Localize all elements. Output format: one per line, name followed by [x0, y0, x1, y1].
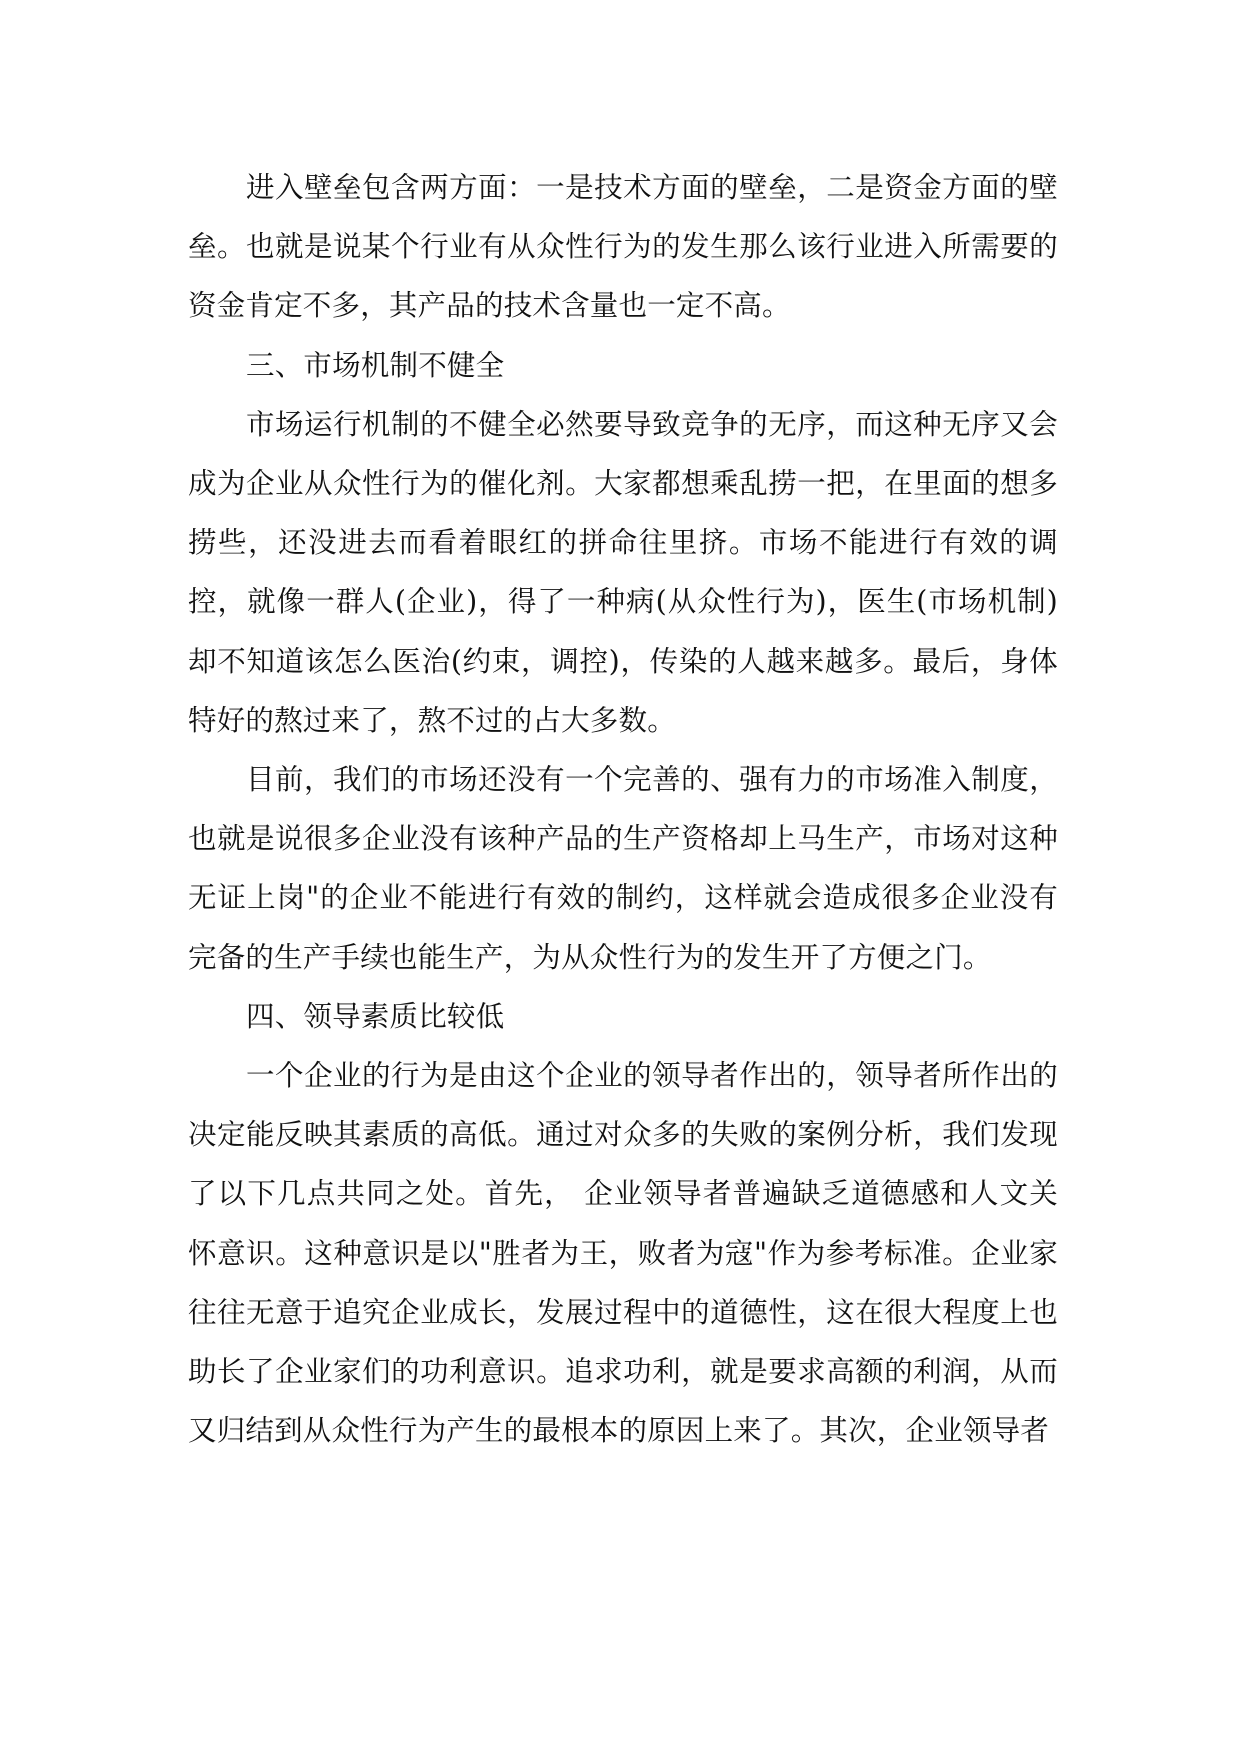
- section-heading-market-mechanism: 三、市场机制不健全: [246, 348, 505, 382]
- section-heading-leadership: 四、领导素质比较低: [246, 999, 505, 1033]
- paragraph-leadership: 一个企业的行为是由这个企业的领导者作出的，领导者所作出的决定能反映其素质的高低。通过对众多的失败的案例分析，我们发现了以下几点共同之处。首先， 企业领导者普遍缺乏道德感和人文关怀意识。这种意识是以"胜者为王，败者为寇"作为参考标准。企业家往往无意于追究企业成长，发展过程中的道德性，这在很大程度上也助长了企业家们的功利意识。追求功利，就是要求高额的利润，从而又归结到从众性行为产生的最根本的原因上来了。其次，企业领导者: [188, 1059, 1058, 1448]
- paragraph-market-access: 目前，我们的市场还没有一个完善的、强有力的市场准入制度，也就是说很多企业没有该种产品的生产资格却上马生产，市场对这种无证上岗"的企业不能进行有效的制约，这样就会造成很多企业没有完备的生产手续也能生产，为从众性行为的发生开了方便之门。: [188, 763, 1058, 974]
- document-body: [188, 158, 1058, 1460]
- paragraph-entry-barriers: 进入壁垒包含两方面：一是技术方面的壁垒，二是资金方面的壁垒。也就是说某个行业有从众性行为的发生那么该行业进入所需要的资金肯定不多，其产品的技术含量也一定不高。: [188, 171, 1058, 323]
- paragraph-market-mechanism: 市场运行机制的不健全必然要导致竞争的无序，而这种无序又会成为企业从众性行为的催化剂。大家都想乘乱捞一把，在里面的想多捞些，还没进去而看着眼红的拼命往里挤。市场不能进行有效的调控，就像一群人(企业)，得了一种病(从众性行为)，医生(市场机制)却不知道该怎么医治(约束，调控)，传染的人越来越多。最后，身体特好的熬过来了，熬不过的占大多数。: [188, 407, 1058, 737]
